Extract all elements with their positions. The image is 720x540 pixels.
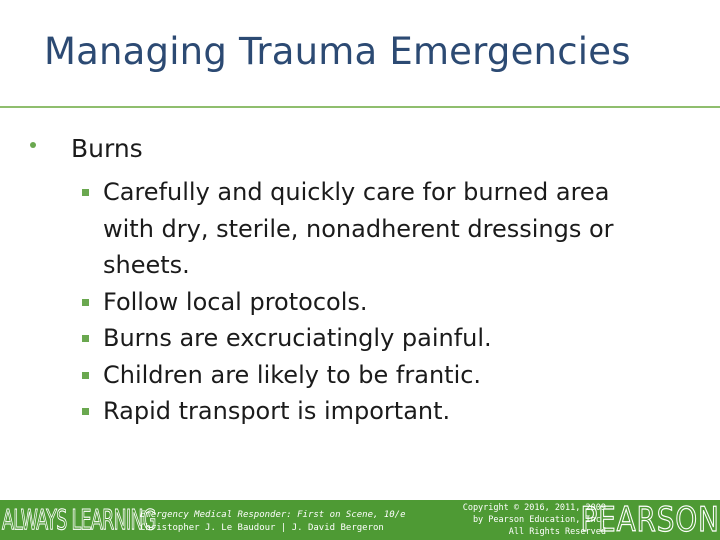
- always-learning-logo: ALWAYS LEARNING: [2, 503, 156, 536]
- sub-bullet-item: [82, 320, 682, 357]
- title-divider: [0, 106, 720, 108]
- sub-bullet-item: [82, 174, 682, 284]
- copyright-line: Copyright © 2016, 2011, 2009: [462, 503, 606, 513]
- book-info: [140, 509, 406, 535]
- sub-bullet-item: [82, 357, 682, 394]
- book-title: Emergency Medical Responder: First on Scene, 10/e: [140, 510, 406, 520]
- copyright-line: All Rights Reserved: [508, 527, 606, 537]
- sub-bullet-text: Carefully and quickly care for burned area with dry, sterile, nonadherent dressings or sheets.: [103, 178, 614, 279]
- square-bullet-icon: [82, 408, 89, 415]
- bullet-dot-icon: [30, 142, 36, 148]
- square-bullet-icon: [82, 335, 89, 342]
- book-authors: Christopher J. Le Baudour | J. David Bergeron: [140, 523, 384, 533]
- bullet-text: Burns: [71, 134, 143, 163]
- square-bullet-icon: [82, 189, 89, 196]
- sub-bullet-text: Rapid transport is important.: [103, 397, 451, 425]
- sub-bullet-text: Children are likely to be frantic.: [103, 360, 482, 389]
- sub-bullet-list: [82, 174, 682, 430]
- copyright-line: by Pearson Education, Inc.: [472, 515, 606, 525]
- sub-bullet-item: [82, 284, 682, 321]
- sub-bullet-text: Burns are excruciatingly painful.: [103, 324, 492, 352]
- footer-bar: [0, 500, 720, 540]
- sub-bullet-text: Follow local protocols.: [103, 287, 368, 316]
- square-bullet-icon: [82, 372, 89, 379]
- pearson-logo: PEARSON: [580, 500, 720, 540]
- slide-title: Managing Trauma Emergencies: [44, 30, 631, 73]
- sub-bullet-item: [82, 393, 682, 430]
- square-bullet-icon: [82, 299, 89, 306]
